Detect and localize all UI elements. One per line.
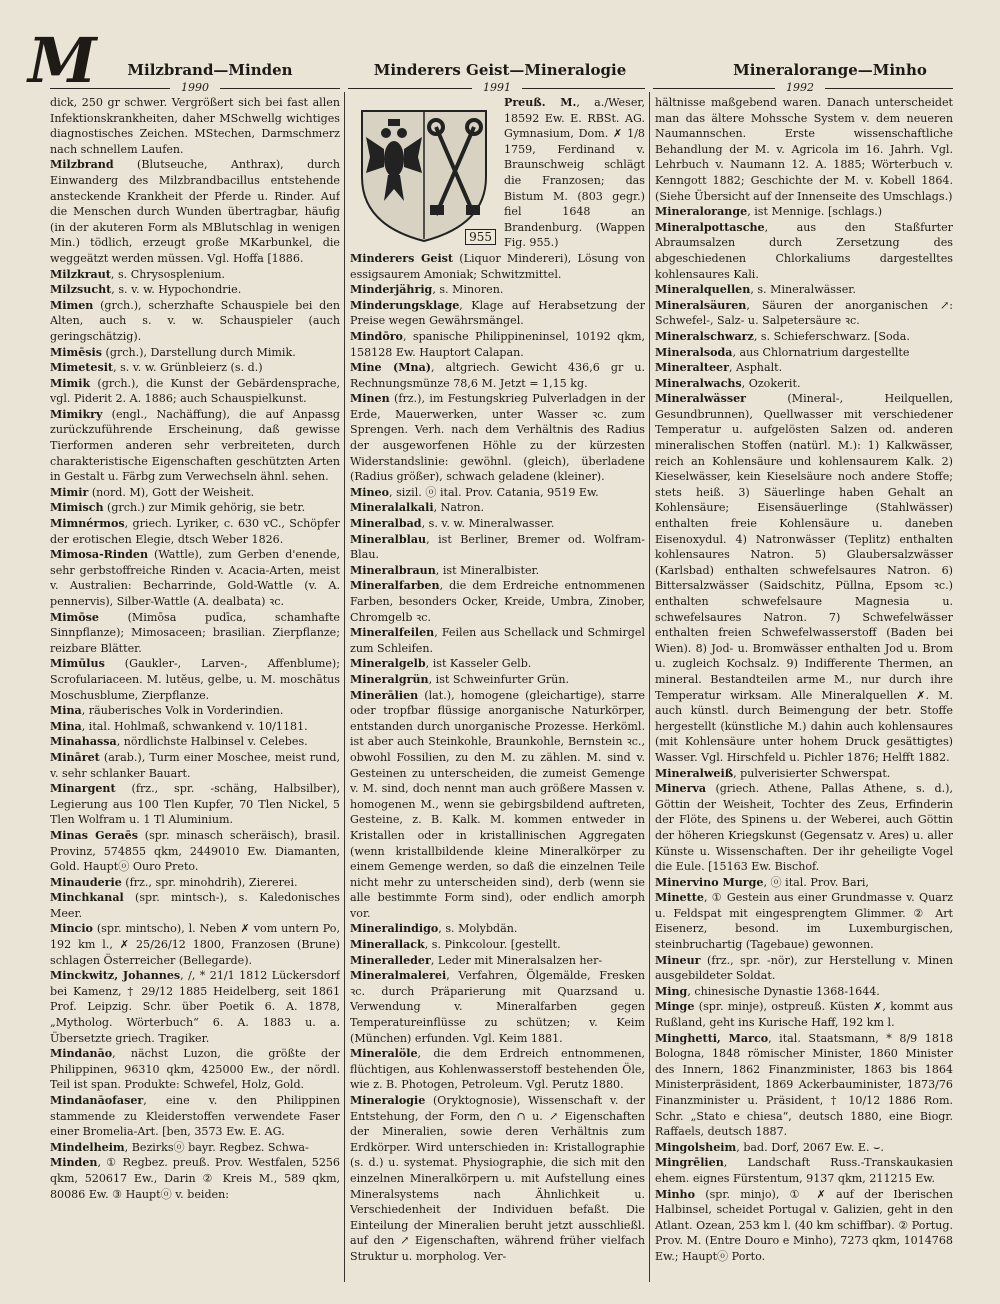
entry-text: , s. Mineralwässer. [750,283,856,297]
entry-term: Mina [50,719,82,733]
column-header-middle: Minderers Geist—Mineralogie [373,61,627,79]
entry-text: dick, 250 gr schwer. Vergrößert sich bei fast allen Infektionskrankheiten, daher MSchwellg wichtiges diagnostisches Zeichen. MStechen, Darmschmerz nach schnellem Laufen. [50,96,340,156]
dictionary-entry [350,688,645,922]
entry-text: (spr. minjo), ① ✗ auf der Iberischen Halbinsel, scheidet Portugal v. Galizien, geht in den Atlant. Ozean, 253 km l. (40 km schiffbar). ② Portug. Prov. M. (Entre Douro e Minho), 7273 qkm, 1014768 Ew.; Hauptⓞ Porto. [655,1187,953,1263]
entry-text: , s. Schieferschwarz. [Soda. [753,329,910,343]
dictionary-entry [350,500,645,516]
entry-term: Minderers Geist [350,251,454,265]
dictionary-entry [655,1155,953,1186]
entry-text: , altgriech. Gewicht 436,6 gr u. Rechnungsmünze 78,6 M. Jetzt = 1,15 kg. [350,361,645,390]
entry-term: Minchkanal [50,891,124,905]
entry-text: (frz., spr. minohdrih), Ziererei. [121,875,298,889]
dictionary-entry [350,360,645,391]
column-header-right: Mineralorange—Minho [733,61,927,79]
entry-text: , ① Gestein aus einer Grundmasse v. Quarz u. Feldspat mit eingesprengtem Glimmer. ② Art Eisenerz, besond. im Luxemburgischen, steinbruchartig (Tagebaue) gewonnen. [655,891,953,952]
entry-text: , s. Chrysosplenium. [110,267,226,281]
entry-term: Milzsucht [50,283,112,297]
entry-text: , s. v. w. Hypochondrie. [111,283,242,297]
entry-term: Mingrēlien [655,1156,724,1170]
entry-term: Mineralmalerei [350,969,447,983]
entry-text: (frz., spr. -nör), zur Herstellung v. Minen ausgebildeter Soldat. [655,953,953,983]
entry-text: , chinesische Dynastie 1368-1644. [687,984,880,998]
dictionary-entry [655,1031,953,1140]
entry-text: , s. Pinkcolour. [gestellt. [424,938,561,952]
dictionary-entry [655,329,953,345]
entry-term: Ming [655,984,688,998]
dictionary-entry [50,298,340,345]
dictionary-entry [50,516,340,547]
entry-term: Mineralfeilen [350,626,435,640]
entry-text: , nördlichste Halbinsel v. Celebes. [116,735,308,749]
dictionary-entry [50,875,340,891]
dictionary-entry [50,890,340,921]
entry-text: (spr. minasch scheräisch), brasil. Provinz, 574855 qkm, 2449010 Ew. Diamanten, Gold. Hauptⓞ Ouro Preto. [50,828,340,874]
entry-text: (Liquor Mindereri), Lösung von essigsaurem Amoniak; Schwitzmittel. [350,251,645,281]
dictionary-entry [350,968,645,1046]
entry-term: Mineralgrün [350,672,429,686]
entry-term: Mingolsheim [655,1140,737,1154]
dictionary-entry [50,360,340,376]
dictionary-entry [50,781,340,828]
entry-term: Mineralogie [350,1094,426,1107]
entry-term: Mināret [50,750,100,764]
dictionary-entry [655,95,953,204]
entry-text: , s. v. w. Grünbleierz (s. d.) [113,361,263,375]
entry-text: , die dem Erdreich entnommenen, flüchtigen, aus Kohlenwasserstoff bestehenden Öle, wie z. B. Photogen, Petroleum. Vgl. Perutz 1880. [350,1047,645,1092]
dictionary-entry [50,610,340,657]
entry-text: (Gaukler-, Larven-, Affenblume); Scrofulariaceen. M. lutĕus, gelbe, u. M. moschātus Moschusblume, Zierpflanze. [50,657,340,702]
entry-text: (Blutseuche, Anthrax), durch Einwanderg des Milzbrandbacillus entstehende ansteckende Krankheit der Pferde u. Rinder. Auf die Menschen durch Wunden übertragbar, häufig (in der akuteren Form als MBlutschlag in wenigen Min.) tödlich, erzeugt große MKarbunkel, die weggeätzt werden müssen. Vgl. Hoffa [1886. [50,158,340,265]
entry-text: , Asphalt. [728,361,783,375]
page-number-middle: 1991 [472,82,522,94]
dictionary-entry [350,563,645,579]
entry-text: , bad. Dorf, 2067 Ew. E. ⌣. [736,1140,884,1154]
entry-term: Mineralbad [350,517,422,531]
entry-text: (Oryktognosie), Wissenschaft v. der Entstehung, der Form, den ∩ u. ↗ Eigenschaften der Mineralien, sowie deren Verhältnis zum Erdkörper. Wird unterschieden in: Kristallographie (s. d.) u. systemat. Physiographie, die sich mit den einzelnen Mineralkörpern u. mit Aufstellung eines Mineralsystems nach Ähnlichkeit u. Verschiedenheit der Individuen befaßt. Die Einteilung der Mineralien beruht jetzt ausschließl. auf den ↗ Eigenschaften, während früher vielfach Struktur u. morpholog. Ver- [350,1094,645,1263]
dictionary-entry [350,578,645,625]
entry-text: , Leder mit Mineralsalzen her- [430,953,603,967]
entry-term: Mineralorange [655,205,748,219]
dictionary-entry [350,251,645,282]
entry-text: (Mimōsa pudīca, schamhafte Sinnpflanze); Mimosaceen; brasilian. Zierpflanze; reizbare Blätter. [50,610,340,655]
entry-term: Mimōse [50,610,99,624]
entry-text: (Wattle), zum Gerben d'enende, sehr gerbstoffreiche Rinden v. Acacia-Arten, meist v. Australien: Becharrinde, Gold-Wattle (v. A. pennervis), Silber-Wattle (A. dealbata) ꝛc. [50,548,340,608]
dictionary-entry [655,345,953,361]
entry-text: , griech. Lyriker, c. 630 vC., Schöpfer der erotischen Elegie, dtsch Weber 1826. [50,517,340,546]
entry-term: Minghetti, Marco [655,1031,769,1045]
figure-number: 955 [465,229,496,245]
entry-term: Minden [50,1156,98,1170]
entry-term: Milzbrand [50,158,114,172]
dictionary-entry [655,376,953,392]
entry-text: , ① Regbez. preuß. Prov. Westfalen, 5256 qkm, 520617 Ew., Darin ② Kreis M., 589 qkm, 80086 Ew. ③ Hauptⓞ v. beiden: [50,1156,340,1201]
dictionary-entry [350,329,645,360]
entry-text: , ital. Hohlmaß, schwankend v. 10/1181. [81,719,308,733]
entry-term: Mina [50,704,82,718]
entry-term: Minderjährig [350,283,433,297]
dictionary-entry [50,1155,340,1202]
dictionary-entry [50,95,340,157]
dictionary-entry [50,267,340,283]
dictionary-entry [350,953,645,969]
entry-term: Mindōro [350,329,403,343]
dictionary-entry [50,750,340,781]
entry-term: Mimen [50,298,94,312]
column-middle [350,95,645,1295]
entry-text: , ist Berliner, Bremer od. Wolfram-Blau. [350,532,645,562]
entry-term: Minerālien [350,688,419,702]
dictionary-entry [50,500,340,516]
entry-text: (spr. minje), ostpreuß. Küsten ✗, kommt aus Rußland, geht ins Kurische Haff, 192 km l. [655,1000,953,1030]
entry-term: Mindanāo [50,1047,113,1061]
entry-term: Mimetesit [50,361,114,375]
entry-text: , spanische Philippineninsel, 10192 qkm, 158128 Ew. Hauptort Calapan. [350,329,645,359]
entry-term: Mineralpottasche [655,220,765,234]
page-number-left: 1990 [170,82,220,94]
page-number-right: 1992 [775,82,825,94]
entry-term: Mineralfarben [350,579,440,593]
entry-term: Mineralindigo [350,922,439,936]
entry-text: , Ozokerit. [741,376,801,390]
dictionary-entry [350,1046,645,1093]
dictionary-entry [350,937,645,953]
entry-text: , ist Mineralbister. [435,563,540,577]
entry-text: , Natron. [433,501,485,515]
entry-term: Minette [655,891,704,905]
dictionary-entry [655,298,953,329]
entry-text: (griech. Athene, Pallas Athene, s. d.), Göttin der Weisheit, Tochter des Zeus, Erfinderin der Flöte, des Spinens u. der Weberei, auch Göttin der höheren Kriegskunst (Gegensatz v. Ares) u. aller Künste u. Wissenschaften. Der ihr geheiligte Vogel die Eule. [15163 Ew. Bischof. [655,782,953,874]
column-header-left: Milzbrand—Minden [127,61,293,79]
dictionary-entry [50,345,340,361]
dictionary-entry [350,532,645,563]
dictionary-entry [655,360,953,376]
entry-text: , Landschaft Russ.-Transkaukasien ehem. eignes Fürstentum, 9137 qkm, 211215 Ew. [655,1156,953,1185]
dictionary-entry [50,282,340,298]
dictionary-entry [655,766,953,782]
entry-term: Mimikry [50,407,103,421]
entry-term: Mineralquellen [655,283,751,297]
entry-term: Mimisch [50,501,104,515]
entry-text: , pulverisierter Schwerspat. [733,766,891,780]
dictionary-entry [655,282,953,298]
entry-term: Minas Geraēs [50,828,138,842]
entry-term: Mineralschwarz [655,329,754,343]
entry-text: (frz., spr. -schäng, Halbsilber), Legierung aus 100 Tlen Kupfer, 70 Tlen Nickel, 5 Tlen Wolfram u. 1 Tl Aluminium. [50,782,340,827]
entry-text: (spr. mintscho), l. Neben ✗ vom untern Po, 192 km l., ✗ 25/26/12 1800, Franzosen (Brune) schlagen Österreicher (Bellegarde). [50,922,340,967]
entry-term: Mineralleder [350,953,431,967]
entry-term: Minen [350,392,390,406]
entry-text: , eine v. den Philippinen stammende zu Kleiderstoffen verwendete Faser einer Bromelia-Art. [ben, 3573 Ew. E. AG. [50,1094,340,1139]
entry-term: Minargent [50,782,116,796]
dictionary-entry [655,953,953,984]
entry-term: Mimnérmos [50,517,125,531]
entry-text: , aus den Staßfurter Abraumsalzen durch Zersetzung des abgeschiedenen Chlorkaliums dargestelltes kohlensaures Kali. [655,220,953,281]
entry-text: , Klage auf Herabsetzung der Preise wegen Gewährsmängel. [350,298,645,328]
column-right [655,95,953,1295]
dictionary-entry [50,921,340,968]
entry-term: Minerallack [350,938,425,952]
dictionary-entry [50,1046,340,1093]
entry-text: , Feilen aus Schellack und Schmirgel zum Schleifen. [350,626,645,655]
dictionary-entry [655,204,953,220]
entry-text: (engl., Nachäffung), die auf Anpassg zurückzuführende Erscheinung, daß gewisse Tierformen anderen sehr verbreiteten, durch charakteristische Eigenschaften geschützten Arten in Gestalt u. Färbg zum Verwechseln ähnl. sehen. [50,407,340,484]
dictionary-entry [50,719,340,735]
dictionary-entry [50,1140,340,1156]
entry-term: Mineralsoda [655,345,733,359]
entry-term: Milzkraut [50,267,111,281]
dictionary-entry [655,1140,953,1156]
entry-text: hältnisse maßgebend waren. Danach unterscheidet man das ältere Mohssche System v. dem neueren Naumannschen. Erste wissenschaftliche Behandlung der M. v. Agricola im 16. Jahrh. Vgl. Lehrbuch v. Naumann 12. A. 1885; Wörterbuch v. Kenngott 1882; Geschichte der M. v. Kobell 1864. (Siehe Übersicht auf der Innenseite des Umschlags.) [655,96,953,203]
dictionary-entry [655,391,953,765]
entry-term: Preuß. M. [504,96,577,109]
dictionary-entry [350,485,645,501]
entry-term: Mimēsis [50,345,102,359]
dictionary-entry [655,984,953,1000]
entry-term: Mineralweiß [655,766,734,780]
entry-text: (nord. M), Gott der Weisheit. [88,485,255,499]
entry-term: Mimūlus [50,657,105,671]
entry-text: , die dem Erdreiche entnommenen Farben, besonders Ocker, Kreide, Umbra, Zinober, Chromgelb ꝛc. [350,579,645,624]
entry-text: , Verfahren, Ölgemälde, Fresken ꝛc. durch Präparierung mit Quarzsand u. Verwendung v. Mineralfarben gegen Temperatureinflüsse zu schützen; v. Keim (München) erfunden. Vgl. Keim 1881. [350,969,645,1045]
entry-term: Mimik [50,376,91,390]
entry-text: , s. Molybdän. [438,922,518,936]
dictionary-entry [350,298,645,329]
entry-text: , /, * 21/1 1812 Lückersdorf bei Kamenz, † 29/12 1885 Heidelberg, seit 1861 Prof. Leipzig. Schr. über Poetik 6. A. 1878, „Mytholog. Wörterbuch“ 6. A. 1883 u. a. Übersetzte griech. Tragiker. [50,969,340,1045]
entry-text: (grch.), Darstellung durch Mimik. [102,345,296,359]
entry-term: Mineo [350,485,390,499]
dictionary-entry [350,672,645,688]
dictionary-entry [50,828,340,875]
dictionary-entry [350,1093,645,1265]
dictionary-entry [50,968,340,1046]
entry-term: Mineralalkali [350,501,434,515]
entry-term: Mineralgelb [350,657,426,671]
entry-term: Mineralteer [655,361,729,375]
entry-term: Minckwitz, Johannes [50,969,181,983]
entry-term: Mindanāofaser [50,1094,144,1107]
entry-term: Mimosa-Rinden [50,548,149,562]
dictionary-entry [350,656,645,672]
entry-text: (arab.), Turm einer Moschee, meist rund, v. sehr schlanker Bauart. [50,750,340,780]
entry-term: Mineralwachs [655,376,742,390]
entry-term: Minho [655,1187,696,1201]
dictionary-entry [50,703,340,719]
entry-term: Mineralblau [350,532,427,546]
entry-term: Mineralsäuren [655,298,747,312]
dictionary-entry [50,157,340,266]
entry-text: , sizil. ⓞ ital. Prov. Catania, 9519 Ew. [389,485,599,499]
dictionary-entry [655,220,953,282]
entry-text: (grch.), die Kunst der Gebärdensprache, vgl. Piderit 2. A. 1886; auch Schauspielkunst. [50,376,340,406]
dictionary-entry [350,282,645,298]
section-letter: M [28,24,95,97]
dictionary-entry [655,890,953,952]
dictionary-entry [655,875,953,891]
entry-text: (lat.), homogene (gleichartige), starre oder tropfbar flüssige anorganische Naturkörper, entstanden durch unorganische Prozesse. Herköml. ist aber auch Steinkohle, Braunkohle, Bernstein ꝛc., obwohl Fossilien, zu den M. zu zählen. M. sind v. Gesteinen zu unterscheiden, die zumeist Gemenge v. M. sind, doch nennt man auch größere Massen v. homogenen M., wenn sie gebirgsbildend auftreten, Gesteine, z. B. Kalk. M. kommen entweder in Kristallen oder in kristallinischen Aggregaten (wenn kristallbildende kleine Mineralkörper zu einem Gemenge werden, so daß die einzelnen Teile nicht mehr zu unterscheiden sind), derb (wenn sie alle bestimmte Form sind), oder endlich amorph vor. [350,688,645,920]
coat-of-arms-icon [350,97,498,247]
dictionary-entry [655,999,953,1030]
dictionary-entry [350,391,645,485]
entry-term: Mineralbraun [350,563,436,577]
dictionary-entry [50,485,340,501]
entry-term: Minauderie [50,875,122,889]
entry-term: Mineur [655,953,701,967]
entry-term: Minderungsklage [350,298,460,312]
dictionary-entry [655,1187,953,1265]
entry-term: Mindelheim [50,1140,125,1154]
entry-text: , s. v. w. Mineralwasser. [421,517,555,531]
column-left [50,95,340,1295]
entry-text: , ital. Staatsmann, * 8/9 1818 Bologna, 1848 römischer Minister, 1860 Minister des Innern, 1862 Finanzminister, 1863 bis 1864 Ministerpräsident, 1869 Ackerbauminister, 1873/76 Finanzminister u. Präsident, † 10/12 1886 Rom. Schr. „Stato e chiesa“, deutsch 1880, eine Biogr. Raffaels, deutsch 1887. [655,1031,953,1139]
entry-text: , Bezirksⓞ bayr. Regbez. Schwa- [124,1140,309,1154]
dictionary-entry [350,921,645,937]
entry-text: (grch.), scherzhafte Schauspiele bei den Alten, auch s. v. w. Schauspieler (auch geringschätzig). [50,298,340,343]
entry-term: Minge [655,1000,695,1014]
entry-text: (grch.) zur Mimik gehörig, sie betr. [103,501,306,515]
entry-term: Minervino Murge [655,875,764,889]
entry-term: Minerva [655,782,707,796]
entry-text: (frz.), im Festungskrieg Pulverladgen in der Erde, Mauerwerken, unter Wasser ꝛc. zum Sprengen. Verh. nach dem Verhältnis des Radius der ausgeworfenen Höhle zu der kürzesten Widerstandslinie: gewöhnl. (gleich), überladene (Radius größer), schwach geladene (kleiner). [350,392,645,484]
entry-term: Mincio [50,922,93,936]
entry-term: Minahassa [50,735,117,749]
dictionary-entry [50,547,340,609]
entry-text: , ist Schweinfurter Grün. [428,672,569,686]
entry-term: Mine (Mna) [350,361,432,375]
column-separator-2 [649,92,650,1282]
dictionary-entry [50,734,340,750]
dictionary-entry [655,781,953,875]
entry-text: , ⓞ ital. Prov. Bari, [763,875,869,889]
dictionary-entry [50,376,340,407]
entry-text: , nächst Luzon, die größte der Philippinen, 96310 qkm, 425000 Ew., der nördl. Teil ist span. Produkte: Schwefel, Holz, Gold. [50,1047,340,1092]
dictionary-entry [50,656,340,703]
entry-term: Mineralöle [350,1047,418,1061]
entry-text: (Mineral-, Heilquellen, Gesundbrunnen), Quellwasser mit verschiedener Temperatur u. aufgelösten Salzen od. anderen mineralischen Stoffen (natürl. M.): 1) Kalkwässer, reich an Kohlensäure und kohlensaurem Kalk. 2) Kieselwässer, kein Kieselsäure noch andere Stoffe; stets heiß. 3) Säuerlinge haben Gehalt an Kohlensäure; Eisensäuerlinge (Stahlwässer) enthalten freie Kohlensäure u. daneben Eisenoxydul. 4) Natronwässer (Teplitz) enthalten kohlensaures Natron. 5) Glaubersalzwässer (Karlsbad) enthalten schwefelsaures Natron. 6) Bittersalzwässer (Saidschitz, Püllna, Epsom ꝛc.) enthalten schwefelsaure Magnesia u. schwefelsaures Natron. 7) Schwefelwässer enthalten freien Schwefelwasserstoff (Baden bei Wien). 8) Jod- u. Bromwässer enthalten Jod u. Brom u. zugleich Kochsalz. 9) Indifferente Thermen, an mineral. Bestandteilen arme M., nur durch ihre Temperatur wirksam. Alle Mineralquellen ✗. M. auch künstl. durch Beimengung der betr. Stoffe hergestellt (künstliche M.) dahin auch kohlensaures (mit Kohlensäure unter hohem Druck gesättigtes) Wasser. Vgl. Hirschfeld u. Pichler 1876; Helfft 1882. [655,392,953,764]
entry-text: , ist Kasseler Gelb. [425,657,532,671]
dictionary-entry [350,625,645,656]
entry-text: , aus Chlornatrium dargestellte [732,345,910,359]
entry-text: (spr. mintsch-), s. Kaledonisches Meer. [50,891,340,920]
dictionary-entry [350,516,645,532]
entry-text: , räuberisches Volk in Vorderindien. [81,704,284,718]
entry-text: , ist Mennige. [schlags.) [747,205,883,219]
entry-term: Mimir [50,485,89,499]
coat-of-arms-figure [350,97,498,247]
entry-text: , s. Minoren. [432,283,504,297]
entry-term: Mineralwässer [655,392,746,406]
dictionary-entry [50,1093,340,1140]
entry-text: , a./Weser, 18592 Ew. E. RBSt. AG. Gymnasium, Dom. ✗ 1/8 1759, Ferdinand v. Braunschweig schlägt die Franzosen; das Bistum M. (803 gegr.) fiel 1648 an Brandenburg. (Wappen Fig. 955.) [504,96,645,250]
entry-text: , Säuren der anorganischen ↗: Schwefel-, Salz- u. Salpetersäure ꝛc. [655,298,953,328]
dictionary-entry [50,407,340,485]
column-separator-1 [344,92,345,1282]
